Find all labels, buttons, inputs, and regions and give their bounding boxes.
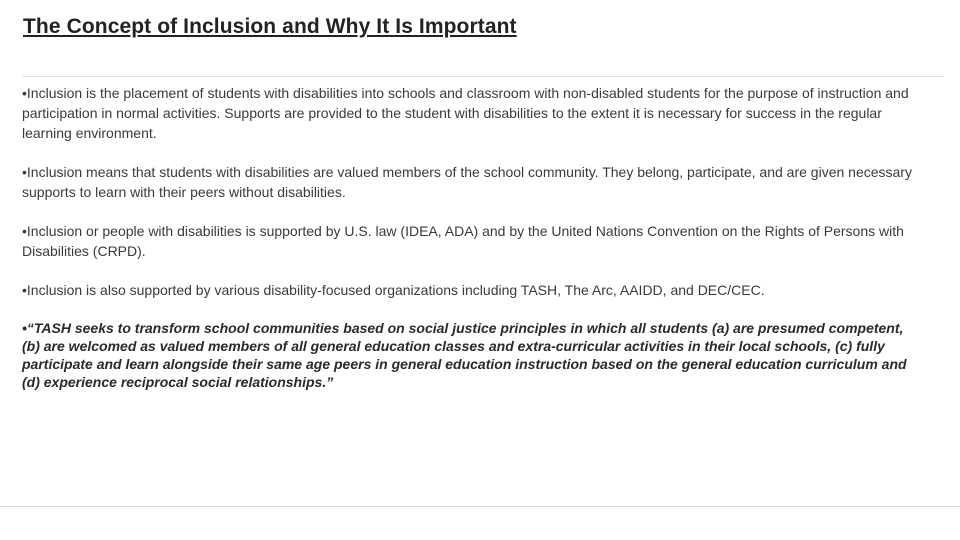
bullet-item-valued-members: •Inclusion means that students with disabilities are valued members of the school community. They belong, participate, and are given necessary supports to learn with their peers without disabilities. bbox=[22, 164, 912, 200]
bullet-item-tash-quote: •“TASH seeks to transform school communities based on social justice principles in which all students (a) are presumed competent, (b) are welcomed as valued members of all general education classes and extra-curricular activities in their local schools, (c) fully participate and learn alongside their same age peers in general education instruction based on the general education curriculum and (d) experience reciprocal social relationships.” bbox=[22, 320, 907, 390]
title-divider bbox=[22, 76, 944, 77]
bullet-item-organizations: •Inclusion is also supported by various disability-focused organizations including TASH, The Arc, AAIDD, and DEC/CEC. bbox=[22, 282, 765, 298]
slide-title: The Concept of Inclusion and Why It Is Important bbox=[23, 15, 517, 38]
footer-divider bbox=[0, 506, 960, 507]
bullet-item-law: •Inclusion or people with disabilities is supported by U.S. law (IDEA, ADA) and by the United Nations Convention on the Rights of Persons with Disabilities (CRPD). bbox=[22, 223, 904, 259]
bullet-item-definition: •Inclusion is the placement of students with disabilities into schools and classroom with non-disabled students for the purpose of instruction and participation in normal activities. Supports are provided to the student with disabilities to the extent it is necessary for success in the regular learning environment. bbox=[22, 85, 909, 141]
bullet-list bbox=[22, 83, 922, 410]
